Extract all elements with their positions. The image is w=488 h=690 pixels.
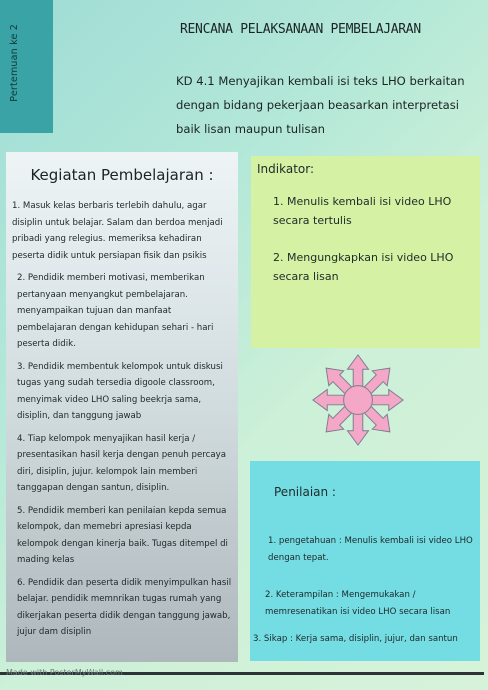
indikator-item-2: 2. Mengungkapkan isi video LHO secara lisan xyxy=(273,251,454,283)
penilaian-item-1: 1. pengetahuan : Menulis kembali isi video LHO dengan tepat. xyxy=(268,536,473,563)
kegiatan-step-2: 2. Pendidik memberi motivasi, memberikan pertanyaan menyangkut pembelajaran. menyampaikan tujuan dan manfaat pembelajaran dengan kehidupan sehari - hari peserta didik. xyxy=(17,273,214,349)
meeting-label: Pertemuan ke 2 xyxy=(9,24,20,102)
kegiatan-heading: Kegiatan Pembelajaran : xyxy=(30,166,214,184)
footer-credit: Made with PosterMyWall.com xyxy=(6,668,123,677)
arrow-left xyxy=(313,389,345,410)
kegiatan-step-3: 3. Pendidik membentuk kelompok untuk diskusi tugas yang sudah tersedia digoole classroom, menyimak video LHO saling beekrja sama, disiplin, dan tanggung jawab xyxy=(17,361,223,421)
indikator-item-1: 1. Menulis kembali isi video LHO secara tertulis xyxy=(273,195,452,227)
page-title: RENCANA PELAKSANAAN PEMBELAJARAN xyxy=(180,22,421,37)
kegiatan-step-1: 1. Masuk kelas berbaris terlebih dahulu, agar disiplin untuk belajar. Salam dan berdoa menjadi pribadi yang relegius. memeriksa kehadiran peserta didik untuk persiapan fisik dan psikis xyxy=(12,201,223,261)
penilaian-item-2: 2. Keterampilan : Mengemukakan / memresenatikan isi video LHO secara lisan xyxy=(265,590,451,617)
kd-statement: KD 4.1 Menyajikan kembali isi teks LHO berkaitan dengan bidang pekerjaan beasarkan interpretasi baik lisan maupun tulisan xyxy=(176,74,465,136)
arrow-group xyxy=(313,355,403,445)
penilaian-item-3: 3. Sikap : Kerja sama, disiplin, jujur, dan santun xyxy=(253,634,458,644)
arrow-right xyxy=(371,389,403,410)
kegiatan-step-4: 4. Tiap kelompok menyajikan hasil kerja / presentasikan hasil kerja dengan penuh percaya diri, disiplin, jujur. kelompok lain memberi tanggapan dengan santun, disiplin. xyxy=(17,433,226,493)
penilaian-heading: Penilaian : xyxy=(274,485,336,499)
side-tab xyxy=(0,0,53,133)
arrow-hub xyxy=(344,386,373,415)
arrow-down xyxy=(347,413,368,445)
arrow-up xyxy=(347,355,368,387)
radiating-arrows-icon xyxy=(310,352,406,448)
kegiatan-panel xyxy=(6,152,238,662)
indikator-heading: Indikator: xyxy=(257,162,314,176)
penilaian-panel xyxy=(250,461,480,661)
kegiatan-step-5: 5. Pendidik memberi kan penilaian kepda semua kelompok, dan memebri apresiasi kepda kelompok dengan kinerja baik. Tugas ditempel di mading kelas xyxy=(17,505,228,565)
indikator-panel xyxy=(251,156,480,348)
kegiatan-step-6: 6. Pendidik dan peserta didik menyimpulkan hasil belajar. pendidik memnrikan tugas rumah yang dikerjakan peserta didik dengan tanggung jawab, jujur dam disiplin xyxy=(17,577,232,637)
